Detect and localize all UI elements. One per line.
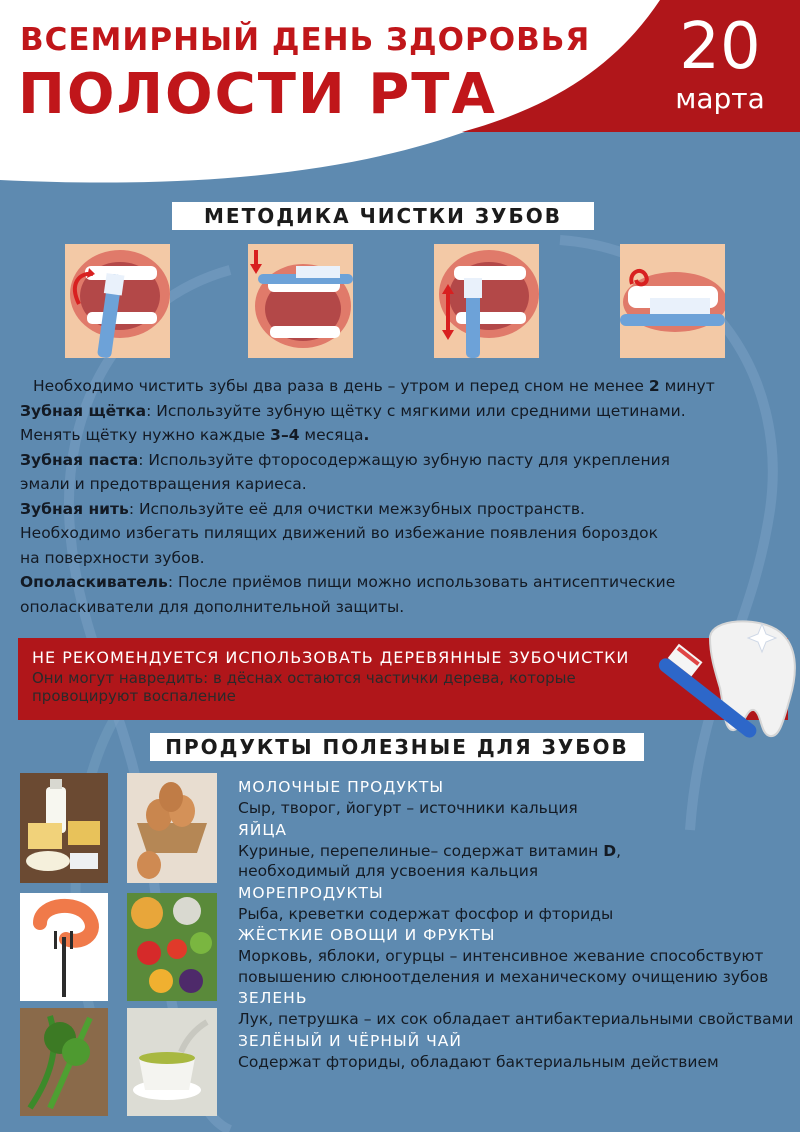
product-name: МОРЕПРОДУКТЫ xyxy=(238,883,384,902)
products-list xyxy=(238,776,798,1072)
intro-text: Необходимо чистить зубы два раза в день – утром и перед сном не менее xyxy=(33,377,649,395)
product-text: Рыба, креветки содержат фосфор и фториды xyxy=(238,904,614,923)
brush-line-2 xyxy=(20,423,790,448)
paste-label: Зубная паста xyxy=(20,450,139,469)
rinse-line xyxy=(20,570,790,595)
date-day: 20 xyxy=(679,10,761,84)
page-title-line1: ВСЕМИРНЫЙ ДЕНЬ ЗДОРОВЬЯ xyxy=(20,22,591,58)
product-text: Лук, петрушка – их сок обладает антибактериальными свойствами xyxy=(238,1010,794,1028)
mouth-brush-icon xyxy=(248,244,353,358)
tooth-toothbrush-icon xyxy=(650,618,800,748)
rinse-text: : После приёмов пищи можно использовать антисептические xyxy=(167,573,676,591)
brushing-step-2-image xyxy=(248,244,353,358)
greens-image xyxy=(20,1008,108,1116)
intro-line xyxy=(20,374,790,399)
method-text xyxy=(20,374,790,619)
brush-dot: . xyxy=(363,426,370,444)
product-text-line-2: необходимый для усвоения кальция xyxy=(238,862,539,880)
product-text: Морковь, яблоки, огурцы – интенсивное жевание способствуют повышению слюноотделения и механическому очищению зубов xyxy=(238,947,769,986)
intro-number: 2 xyxy=(648,377,660,395)
brush-label: Зубная щётка xyxy=(20,401,147,420)
paste-line xyxy=(20,448,790,473)
mouth-brush-icon xyxy=(620,244,725,358)
paste-text: : Используйте фторосодержащую зубную пасту для укрепления xyxy=(138,450,670,469)
brushing-step-3-image xyxy=(434,244,539,358)
dairy-image xyxy=(20,773,108,883)
brush-number: 3–4 xyxy=(270,426,300,444)
page-title-line2: ПОЛОСТИ РТА xyxy=(18,62,497,127)
tea-image xyxy=(127,1008,217,1116)
product-name: ЗЕЛЕНЬ xyxy=(238,989,308,1007)
brushing-step-1-image xyxy=(65,244,170,358)
rinse-line-2: ополаскиватели для дополнительной защиты. xyxy=(20,597,405,616)
product-text xyxy=(238,841,798,862)
floss-label: Зубная нить xyxy=(20,499,129,518)
vegetables-image xyxy=(127,893,217,1001)
product-text: Сыр, творог, йогурт – источники кальция xyxy=(238,799,578,817)
floss-text: : Используйте её для очистки межзубных пространств. xyxy=(128,499,585,518)
brush-line xyxy=(20,399,790,424)
product-text: Содержат фториды, обладают бактериальным действием xyxy=(238,1052,719,1071)
product-name: ЖЁСТКИЕ ОВОЩИ И ФРУКТЫ xyxy=(238,926,496,944)
product-text-bold: D xyxy=(603,841,617,860)
warning-title: НЕ РЕКОМЕНДУЕТСЯ ИСПОЛЬЗОВАТЬ ДЕРЕВЯННЫЕ ЗУБОЧИСТКИ xyxy=(32,648,630,667)
product-text-post: , xyxy=(616,841,622,860)
floss-line-2: Необходимо избегать пилящих движений во избежание появления бороздок xyxy=(20,524,659,542)
floss-line xyxy=(20,497,790,522)
brush-text-2: Менять щётку нужно каждые xyxy=(20,426,271,444)
mouth-brush-icon xyxy=(65,244,170,358)
product-name: МОЛОЧНЫЕ ПРОДУКТЫ xyxy=(238,778,445,796)
brushing-step-4-image xyxy=(620,244,725,358)
paste-line-2: эмали и предотвращения кариеса. xyxy=(20,475,307,493)
mouth-brush-icon xyxy=(434,244,539,358)
warning-text: Они могут навредить: в дёснах остаются частички дерева, которые провоцируют воспаление xyxy=(32,669,576,705)
products-heading: ПРОДУКТЫ ПОЛЕЗНЫЕ ДЛЯ ЗУБОВ xyxy=(150,733,644,761)
shrimp-image xyxy=(20,893,108,1001)
brush-text: : Используйте зубную щётку с мягкими или средними щетинами. xyxy=(146,401,686,420)
floss-line-3: на поверхности зубов. xyxy=(20,548,205,567)
product-name: ЯЙЦА xyxy=(238,820,288,839)
rinse-label: Ополаскиватель xyxy=(20,573,168,591)
brush-suffix: месяца xyxy=(299,426,364,444)
product-text-pre: Куриные, перепелиные– содержат витамин xyxy=(238,841,604,860)
eggs-image xyxy=(127,773,217,883)
method-heading: МЕТОДИКА ЧИСТКИ ЗУБОВ xyxy=(172,202,594,230)
product-name: ЗЕЛЁНЫЙ И ЧЁРНЫЙ ЧАЙ xyxy=(238,1031,462,1050)
date-month: марта xyxy=(675,82,765,115)
intro-suffix: минут xyxy=(659,377,715,395)
